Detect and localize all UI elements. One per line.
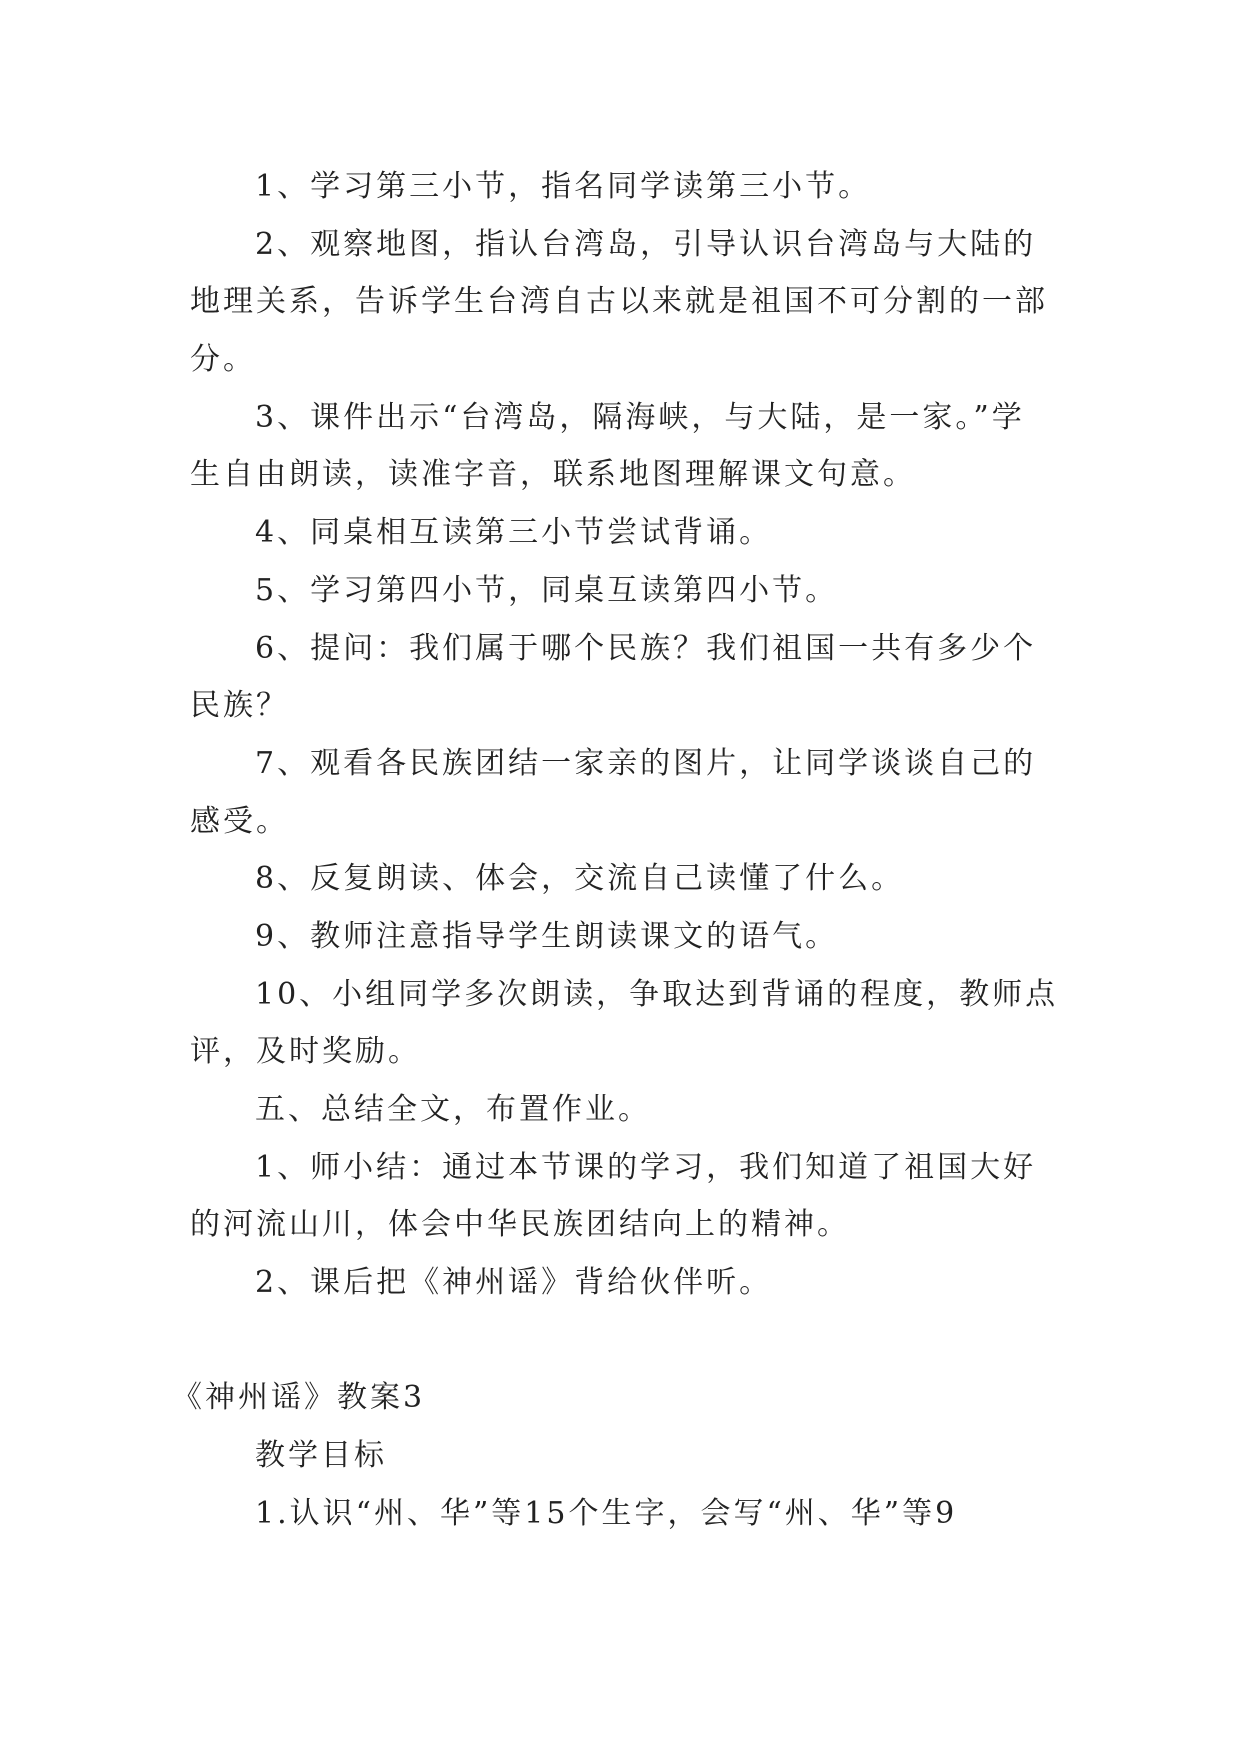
paragraph-line: 民族？ [190, 688, 289, 724]
paragraph-line: 感受。 [190, 803, 289, 839]
paragraph [190, 389, 1070, 504]
paragraph [190, 850, 1070, 908]
paragraph [190, 966, 1070, 1081]
paragraph [190, 504, 1070, 562]
paragraph-line: 1.认识“州、华”等15个生字，会写“州、华”等9 [255, 1495, 958, 1531]
paragraph-line: 地理关系，告诉学生台湾自古以来就是祖国不可分割的一部 [190, 284, 1048, 320]
paragraph [190, 620, 1070, 735]
paragraph-line: 1、学习第三小节，指名同学读第三小节。 [255, 169, 872, 204]
paragraph [190, 735, 1070, 850]
paragraph-line: 3、课件出示“台湾岛，隔海峡，与大陆，是一家。”学 [255, 399, 1025, 435]
paragraph-line: 10、小组同学多次朗读，争取达到背诵的程度，教师点 [255, 976, 1059, 1012]
section-title: 《神州谣》教案3 [172, 1380, 426, 1416]
paragraph-line: 5、学习第四小节，同桌互读第四小节。 [255, 572, 839, 608]
paragraph-line: 五、总结全文，布置作业。 [255, 1092, 651, 1127]
paragraph [190, 1254, 1070, 1312]
paragraph-line: 生自由朗读，读准字音，联系地图理解课文句意。 [190, 457, 916, 493]
paragraph-line: 的河流山川，体会中华民族团结向上的精神。 [190, 1207, 850, 1243]
paragraph [190, 216, 1070, 389]
paragraph-line: 评，及时奖励。 [190, 1034, 421, 1070]
document-body [172, 158, 1070, 1543]
paragraph-line: 2、课后把《神州谣》背给伙伴听。 [255, 1265, 773, 1301]
paragraph-line: 6、提问：我们属于哪个民族？我们祖国一共有多少个 [255, 630, 1037, 666]
paragraph-line: 7、观看各民族团结一家亲的图片，让同学谈谈自己的 [255, 745, 1037, 781]
paragraph [190, 908, 1070, 966]
paragraph [190, 562, 1070, 620]
blank-line [190, 1312, 1070, 1370]
paragraph-line: 9、教师注意指导学生朗读课文的语气。 [255, 918, 839, 954]
paragraph [190, 1139, 1070, 1254]
paragraph-line: 分。 [190, 342, 256, 378]
paragraph [190, 158, 1070, 216]
paragraph-line: 1、师小结：通过本节课的学习，我们知道了祖国大好 [255, 1149, 1037, 1185]
paragraph-line: 2、观察地图，指认台湾岛，引导认识台湾岛与大陆的 [255, 226, 1037, 262]
section-subheading: 教学目标 [255, 1438, 387, 1474]
paragraph-line: 8、反复朗读、体会，交流自己读懂了什么。 [255, 861, 905, 897]
paragraph [190, 1081, 1070, 1139]
paragraph [190, 1485, 1070, 1543]
paragraph-line: 4、同桌相互读第三小节尝试背诵。 [255, 515, 773, 551]
